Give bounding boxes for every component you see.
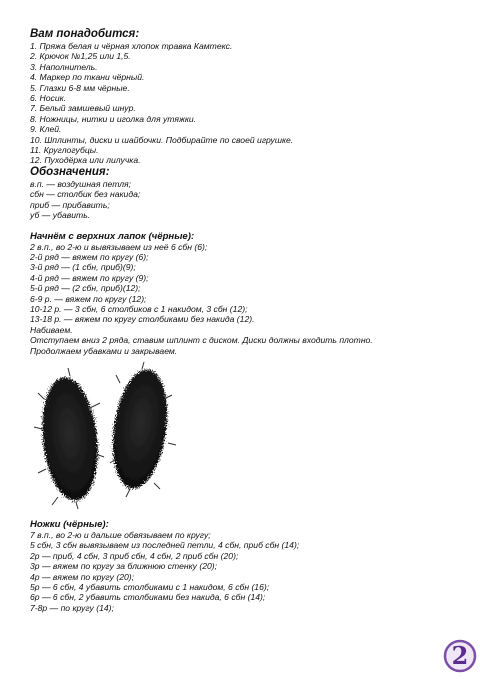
legend-list [30, 179, 460, 221]
list-item: 1. Пряжа белая и чёрная хлопок травка Камтекс. [30, 41, 233, 51]
list-item: 3р — вяжем по кругу за ближнюю стенку (20); [30, 561, 218, 572]
list-item: 7. Белый замшевый шнур. [30, 103, 136, 114]
list-item: 13-18 р. — вяжем по кругу столбиками без накида (12). [30, 314, 255, 325]
list-item: 4. Маркер по ткани чёрный. [30, 72, 145, 83]
legend-title: Обозначения: [30, 165, 110, 178]
materials-title: Вам понадобится: [30, 28, 140, 40]
materials-list [30, 41, 460, 166]
page-content [30, 28, 460, 613]
list-item: 5 сбн, 3 сбн вывязываем из последней петли, 4 сбн, приб сбн (14); [30, 540, 300, 551]
list-item: Продолжаем убавками и закрываем. [30, 345, 178, 356]
list-item: 4-й ряд — вяжем по кругу (9); [30, 272, 149, 283]
list-item: 2. Крючок №1,25 или 1,5. [30, 51, 131, 62]
list-item: 6р — 6 сбн, 2 убавить столбиками без накида, 6 сбн (14); [30, 592, 266, 603]
list-item: 9. Клей. [30, 124, 62, 135]
list-item: 8. Ножницы, нитки и иголка для утяжки. [30, 113, 197, 124]
page-number-badge [443, 639, 477, 673]
list-item: 10. Шплинты, диски и шайбочки. Подбирайте по своей игрушке. [30, 134, 294, 145]
list-item: 10-12 р. — 3 сбн, 6 столбиков с 1 накидом, 3 сбн (12); [30, 303, 248, 314]
list-item: 11. Круглогубцы. [30, 145, 99, 156]
list-item: приб — прибавить; [30, 199, 110, 210]
upper-paws-title: Начнём с верхних лапок (чёрные): [30, 230, 195, 242]
upper-paws-rows [30, 242, 460, 356]
list-item: сбн — столбик без накида; [30, 189, 141, 200]
list-item: 7 в.п., во 2-ю и дальше обвязываем по кругу; [30, 529, 211, 540]
legs-title: Ножки (чёрные): [30, 518, 109, 530]
paws-photo [30, 359, 178, 511]
page-number: 2 [451, 641, 469, 670]
list-item: 6-9 р. — вяжем по кругу (12); [30, 293, 147, 304]
list-item: в.п. — воздушная петля; [30, 178, 132, 189]
list-item: 4р — вяжем по кругу (20); [30, 571, 135, 582]
list-item: 2-й ряд — вяжем по кругу (6); [30, 251, 149, 262]
list-item: 5р — 6 сбн, 4 убавить столбиками с 1 накидом, 6 сбн (16); [30, 582, 270, 592]
legs-rows [30, 530, 460, 613]
list-item: 12. Пуходёрка или лилучка. [30, 155, 141, 166]
list-item: 7-8р — по кругу (14); [30, 602, 114, 613]
list-item: 2р — приб, 4 сбн, 3 приб сбн, 4 сбн, 2 приб сбн (20); [30, 550, 239, 561]
list-item: уб — убавить. [30, 210, 91, 221]
list-item: 3-й ряд — (1 сбн, приб)(9); [30, 262, 136, 273]
list-item: Набиваем. [30, 324, 73, 335]
list-item: 2 в.п., во 2-ю и вывязываем из неё 6 сбн (6); [30, 241, 208, 252]
list-item: 6. Носик. [30, 93, 67, 104]
list-item: 3. Наполнитель. [30, 61, 98, 72]
list-item: 5. Глазки 6-8 мм чёрные. [30, 82, 130, 93]
list-item: 5-й ряд — (2 сбн, приб)(12); [30, 283, 141, 294]
list-item: Отступаем вниз 2 ряда, ставим шплинт с диском. Диски должны входить плотно. [30, 335, 373, 346]
